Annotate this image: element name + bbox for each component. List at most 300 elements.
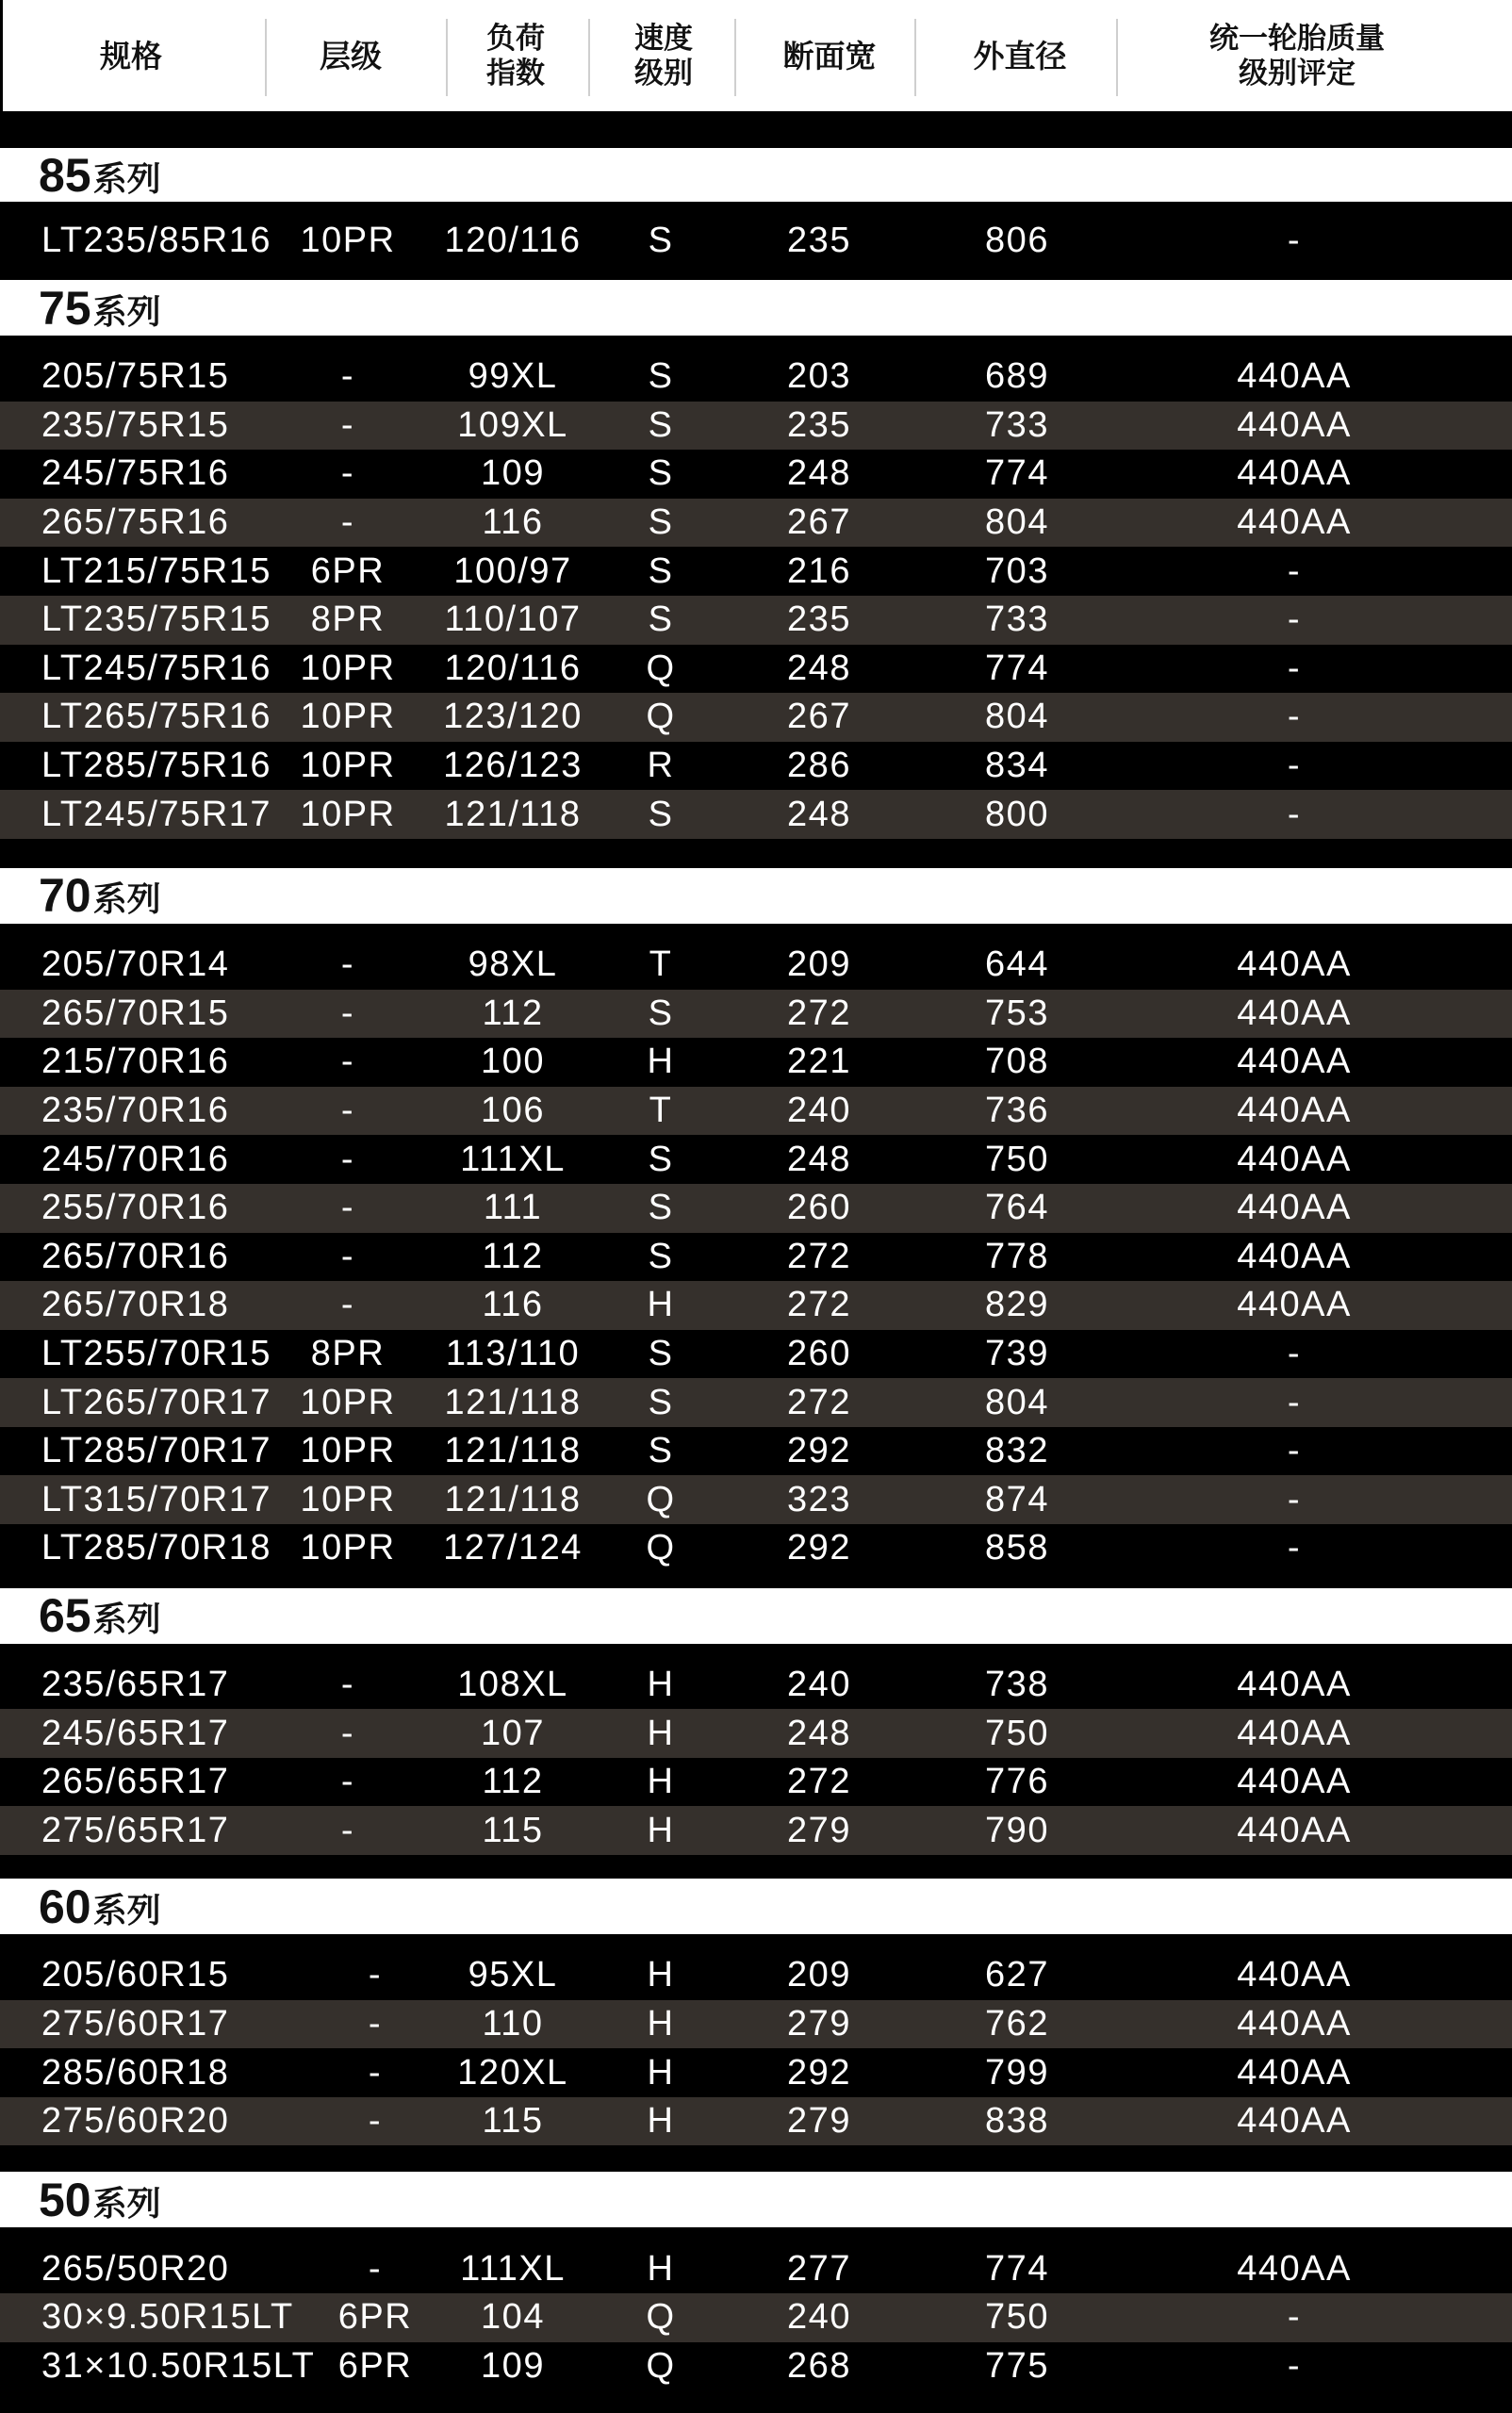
cell-load-index: 116	[482, 502, 544, 543]
cell-spec: 265/75R16	[41, 502, 230, 543]
cell-spec: 30×9.50R15LT	[41, 2297, 294, 2338]
cell-speed-rating: S	[648, 1188, 674, 1228]
cell-overall-diameter: 838	[985, 2101, 1049, 2142]
cell-utqg: -	[1287, 1479, 1302, 1519]
cell-utqg: 440AA	[1237, 356, 1352, 397]
cell-utqg: 440AA	[1237, 2052, 1352, 2093]
cell-speed-rating: T	[649, 944, 673, 985]
cell-ply: 10PR	[300, 1479, 396, 1519]
table-row	[0, 1951, 1512, 2000]
cell-load-index: 112	[482, 993, 544, 1033]
cell-utqg: 440AA	[1237, 944, 1352, 985]
cell-utqg: 440AA	[1237, 1713, 1352, 1753]
cell-speed-rating: S	[648, 1333, 674, 1373]
column-divider	[914, 19, 916, 96]
cell-load-index: 120/116	[444, 221, 582, 260]
cell-overall-diameter: 774	[985, 2248, 1049, 2289]
cell-section-width: 260	[787, 1188, 851, 1228]
cell-spec: LT255/70R15	[41, 1333, 271, 1373]
cell-spec: 265/70R18	[41, 1285, 230, 1325]
cell-spec: 205/60R15	[41, 1955, 230, 1995]
series-label	[0, 2172, 1512, 2227]
cell-spec: 275/60R17	[41, 2003, 230, 2044]
cell-section-width: 209	[787, 1955, 851, 1995]
cell-utqg: 440AA	[1237, 1139, 1352, 1179]
cell-load-index: 111	[483, 1188, 543, 1228]
table-row	[0, 547, 1512, 596]
series-label	[0, 868, 1512, 924]
cell-section-width: 248	[787, 453, 851, 494]
cell-spec: 245/65R17	[41, 1713, 230, 1753]
cell-speed-rating: H	[647, 1285, 675, 1325]
cell-section-width: 292	[787, 2052, 851, 2093]
column-divider	[446, 19, 448, 96]
cell-overall-diameter: 733	[985, 599, 1049, 640]
header-separator-bar	[0, 111, 1512, 148]
cell-section-width: 279	[787, 2003, 851, 2044]
series-suffix: 系列	[92, 2183, 161, 2223]
cell-speed-rating: S	[648, 356, 674, 397]
cell-spec: LT235/75R15	[41, 599, 271, 640]
cell-utqg: 440AA	[1237, 1664, 1352, 1704]
cell-utqg: 440AA	[1237, 1042, 1352, 1082]
cell-overall-diameter: 834	[985, 746, 1049, 786]
cell-spec: 235/70R16	[41, 1091, 230, 1131]
cell-speed-rating: S	[648, 404, 674, 445]
cell-ply: -	[340, 1042, 355, 1082]
table-row	[0, 1806, 1512, 1855]
table-header	[0, 0, 1512, 111]
table-row	[0, 1184, 1512, 1233]
cell-speed-rating: H	[647, 2003, 675, 2044]
column-header-spec: 规格	[100, 38, 162, 74]
series-number: 70	[39, 869, 91, 923]
cell-ply: -	[340, 944, 355, 985]
cell-ply: 8PR	[310, 1333, 386, 1373]
cell-overall-diameter: 764	[985, 1188, 1049, 1228]
column-header-load-index: 负荷 指数	[486, 22, 545, 90]
cell-section-width: 240	[787, 1091, 851, 1131]
series-label	[0, 148, 1512, 202]
cell-section-width: 248	[787, 794, 851, 834]
cell-section-width: 240	[787, 2297, 851, 2338]
cell-spec: 205/70R14	[41, 944, 230, 985]
cell-ply: -	[340, 1236, 355, 1276]
cell-overall-diameter: 800	[985, 794, 1049, 834]
cell-overall-diameter: 799	[985, 2052, 1049, 2093]
cell-overall-diameter: 738	[985, 1664, 1049, 1704]
table-row	[0, 353, 1512, 402]
cell-load-index: 121/118	[444, 1431, 582, 1471]
cell-speed-rating: R	[647, 746, 675, 786]
cell-utqg: -	[1287, 221, 1302, 260]
cell-ply: -	[340, 453, 355, 494]
table-row	[0, 1087, 1512, 1136]
series-section	[0, 868, 1512, 1588]
cell-section-width: 248	[787, 648, 851, 688]
table-row	[0, 596, 1512, 645]
table-row	[0, 1038, 1512, 1087]
column-divider	[265, 19, 267, 96]
cell-speed-rating: S	[648, 993, 674, 1033]
table-row	[0, 1427, 1512, 1476]
cell-load-index: 98XL	[468, 944, 558, 985]
cell-load-index: 109	[481, 2345, 545, 2386]
table-row	[0, 1524, 1512, 1573]
cell-utqg: 440AA	[1237, 1285, 1352, 1325]
cell-section-width: 209	[787, 944, 851, 985]
cell-overall-diameter: 689	[985, 356, 1049, 397]
cell-load-index: 107	[481, 1713, 545, 1753]
cell-spec: 255/70R16	[41, 1188, 230, 1228]
cell-utqg: 440AA	[1237, 993, 1352, 1033]
cell-section-width: 240	[787, 1664, 851, 1704]
column-header-section-width: 断面宽	[782, 38, 877, 74]
cell-load-index: 104	[481, 2297, 545, 2338]
cell-utqg: -	[1287, 1382, 1302, 1422]
cell-spec: 31×10.50R15LT	[41, 2345, 316, 2386]
cell-speed-rating: Q	[646, 2345, 676, 2386]
column-header-speed-rating: 速度 级别	[634, 22, 693, 90]
cell-ply: -	[340, 1762, 355, 1802]
cell-load-index: 111XL	[460, 1139, 566, 1179]
cell-utqg: 440AA	[1237, 1236, 1352, 1276]
cell-spec: 265/70R16	[41, 1236, 230, 1276]
cell-ply: 10PR	[300, 1528, 396, 1568]
cell-speed-rating: H	[647, 1042, 675, 1082]
cell-section-width: 286	[787, 746, 851, 786]
cell-spec: 275/60R20	[41, 2101, 230, 2142]
cell-load-index: 110	[482, 2003, 544, 2044]
cell-utqg: 440AA	[1237, 1762, 1352, 1802]
cell-overall-diameter: 627	[985, 1955, 1049, 1995]
cell-speed-rating: H	[647, 1713, 675, 1753]
cell-section-width: 267	[787, 502, 851, 543]
cell-ply: -	[340, 1091, 355, 1131]
cell-load-index: 106	[481, 1091, 545, 1131]
cell-speed-rating: S	[648, 502, 674, 543]
cell-overall-diameter: 750	[985, 1139, 1049, 1179]
cell-overall-diameter: 804	[985, 697, 1049, 737]
table-row	[0, 1233, 1512, 1282]
cell-ply: -	[368, 2248, 383, 2289]
cell-utqg: -	[1287, 794, 1302, 834]
cell-speed-rating: H	[647, 1810, 675, 1850]
cell-section-width: 272	[787, 1236, 851, 1276]
cell-spec: LT235/85R16	[41, 221, 271, 260]
cell-ply: -	[340, 1713, 355, 1753]
table-row	[0, 1135, 1512, 1184]
cell-load-index: 120/116	[444, 648, 582, 688]
cell-speed-rating: Q	[646, 1528, 676, 1568]
cell-speed-rating: T	[649, 1091, 673, 1131]
series-number: 60	[39, 1880, 91, 1933]
cell-load-index: 116	[482, 1285, 544, 1325]
cell-overall-diameter: 644	[985, 944, 1049, 985]
cell-load-index: 95XL	[468, 1955, 558, 1995]
cell-speed-rating: Q	[646, 2297, 676, 2338]
cell-speed-rating: H	[647, 1762, 675, 1802]
column-header-utqg: 统一轮胎质量 级别评定	[1209, 22, 1385, 90]
cell-section-width: 272	[787, 1382, 851, 1422]
cell-ply: -	[368, 1955, 383, 1995]
cell-load-index: 121/118	[444, 1479, 582, 1519]
cell-spec: 235/75R15	[41, 404, 230, 445]
cell-ply: 10PR	[300, 648, 396, 688]
cell-section-width: 235	[787, 404, 851, 445]
cell-load-index: 109	[481, 453, 545, 494]
cell-section-width: 292	[787, 1431, 851, 1471]
series-label	[0, 1879, 1512, 1934]
cell-ply: 10PR	[300, 221, 396, 260]
table-row	[0, 990, 1512, 1039]
cell-section-width: 279	[787, 1810, 851, 1850]
cell-load-index: 121/118	[444, 794, 582, 834]
cell-speed-rating: S	[648, 1431, 674, 1471]
cell-utqg: -	[1287, 1431, 1302, 1471]
cell-spec: 245/75R16	[41, 453, 230, 494]
cell-utqg: 440AA	[1237, 1091, 1352, 1131]
cell-spec: LT245/75R16	[41, 648, 271, 688]
cell-spec: LT265/75R16	[41, 697, 271, 737]
cell-spec: LT285/75R16	[41, 746, 271, 786]
cell-load-index: 108XL	[457, 1664, 568, 1704]
cell-utqg: 440AA	[1237, 404, 1352, 445]
cell-ply: -	[368, 2052, 383, 2093]
cell-section-width: 268	[787, 2345, 851, 2386]
series-rows	[0, 1934, 1512, 2172]
cell-overall-diameter: 832	[985, 1431, 1049, 1471]
cell-ply: 6PR	[337, 2297, 413, 2338]
cell-utqg: 440AA	[1237, 453, 1352, 494]
table-row	[0, 1330, 1512, 1379]
cell-overall-diameter: 708	[985, 1042, 1049, 1082]
cell-section-width: 279	[787, 2101, 851, 2142]
cell-spec: 245/70R16	[41, 1139, 230, 1179]
cell-section-width: 292	[787, 1528, 851, 1568]
cell-spec: 275/65R17	[41, 1810, 230, 1850]
cell-utqg: -	[1287, 746, 1302, 786]
cell-speed-rating: S	[648, 1236, 674, 1276]
cell-load-index: 120XL	[457, 2052, 568, 2093]
cell-utqg: -	[1287, 1333, 1302, 1373]
cell-spec: 265/50R20	[41, 2248, 230, 2289]
column-header-ply: 层级	[320, 38, 382, 74]
table-row	[0, 2244, 1512, 2293]
column-divider	[588, 19, 590, 96]
cell-speed-rating: H	[647, 1955, 675, 1995]
cell-spec: 205/75R15	[41, 356, 230, 397]
series-number: 75	[39, 281, 91, 335]
cell-section-width: 216	[787, 550, 851, 591]
cell-overall-diameter: 804	[985, 1382, 1049, 1422]
cell-overall-diameter: 874	[985, 1479, 1049, 1519]
cell-load-index: 115	[482, 1810, 544, 1850]
table-row	[0, 2342, 1512, 2391]
series-label	[0, 1588, 1512, 1644]
cell-utqg: 440AA	[1237, 502, 1352, 543]
series-list	[0, 148, 1512, 2412]
cell-speed-rating: S	[648, 599, 674, 640]
cell-load-index: 121/118	[444, 1382, 582, 1422]
cell-load-index: 112	[482, 1236, 544, 1276]
table-row	[0, 1758, 1512, 1807]
cell-overall-diameter: 739	[985, 1333, 1049, 1373]
cell-spec: 215/70R16	[41, 1042, 230, 1082]
series-number: 50	[39, 2173, 91, 2226]
cell-ply: -	[340, 1664, 355, 1704]
cell-load-index: 113/110	[445, 1333, 581, 1373]
cell-ply: -	[340, 1139, 355, 1179]
series-suffix: 系列	[92, 291, 161, 331]
cell-ply: -	[340, 1810, 355, 1850]
cell-section-width: 248	[787, 1139, 851, 1179]
cell-speed-rating: H	[647, 1664, 675, 1704]
cell-load-index: 99XL	[468, 356, 558, 397]
cell-ply: 10PR	[300, 794, 396, 834]
cell-load-index: 111XL	[460, 2248, 566, 2289]
series-rows	[0, 2227, 1512, 2412]
table-row	[0, 2000, 1512, 2049]
cell-overall-diameter: 829	[985, 1285, 1049, 1325]
cell-utqg: -	[1287, 648, 1302, 688]
cell-speed-rating: S	[648, 550, 674, 591]
cell-speed-rating: Q	[646, 697, 676, 737]
column-divider	[734, 19, 736, 96]
series-suffix: 系列	[92, 158, 161, 198]
series-rows	[0, 924, 1512, 1588]
cell-overall-diameter: 776	[985, 1762, 1049, 1802]
cell-load-index: 109XL	[457, 404, 568, 445]
cell-overall-diameter: 774	[985, 453, 1049, 494]
cell-load-index: 100/97	[453, 550, 572, 591]
cell-overall-diameter: 762	[985, 2003, 1049, 2044]
cell-utqg: 440AA	[1237, 1188, 1352, 1228]
cell-load-index: 112	[482, 1762, 544, 1802]
cell-overall-diameter: 703	[985, 550, 1049, 591]
cell-overall-diameter: 753	[985, 993, 1049, 1033]
column-header-overall-diameter: 外直径	[973, 38, 1067, 74]
cell-spec: LT315/70R17	[41, 1479, 271, 1519]
cell-overall-diameter: 733	[985, 404, 1049, 445]
cell-overall-diameter: 775	[985, 2345, 1049, 2386]
cell-section-width: 272	[787, 1285, 851, 1325]
cell-overall-diameter: 804	[985, 502, 1049, 543]
cell-speed-rating: S	[648, 453, 674, 494]
table-row	[0, 1475, 1512, 1524]
cell-utqg: -	[1287, 550, 1302, 591]
cell-section-width: 267	[787, 697, 851, 737]
series-rows	[0, 1644, 1512, 1879]
cell-spec: LT285/70R17	[41, 1431, 271, 1471]
series-number: 85	[39, 148, 91, 202]
cell-load-index: 126/123	[443, 746, 583, 786]
cell-spec: LT215/75R15	[41, 550, 271, 591]
series-label	[0, 280, 1512, 336]
table-row	[0, 499, 1512, 548]
cell-ply: -	[340, 1285, 355, 1325]
cell-section-width: 277	[787, 2248, 851, 2289]
cell-ply: 10PR	[300, 1382, 396, 1422]
series-suffix: 系列	[92, 1890, 161, 1929]
cell-section-width: 235	[787, 599, 851, 640]
cell-speed-rating: H	[647, 2101, 675, 2142]
cell-spec: 265/70R15	[41, 993, 230, 1033]
table-row	[0, 790, 1512, 839]
cell-spec: 265/65R17	[41, 1762, 230, 1802]
cell-section-width: 260	[787, 1333, 851, 1373]
cell-ply: -	[340, 502, 355, 543]
table-row	[0, 742, 1512, 791]
table-row	[0, 2097, 1512, 2146]
cell-speed-rating: S	[648, 1139, 674, 1179]
cell-speed-rating: Q	[646, 648, 676, 688]
cell-overall-diameter: 774	[985, 648, 1049, 688]
cell-utqg: -	[1287, 697, 1302, 737]
cell-load-index: 127/124	[443, 1528, 583, 1568]
cell-ply: 10PR	[300, 697, 396, 737]
cell-ply: 8PR	[310, 599, 386, 640]
cell-speed-rating: S	[648, 1382, 674, 1422]
cell-overall-diameter: 806	[985, 221, 1049, 260]
cell-speed-rating: S	[648, 794, 674, 834]
table-row	[0, 645, 1512, 694]
table-row	[0, 693, 1512, 742]
cell-section-width: 203	[787, 356, 851, 397]
cell-section-width: 248	[787, 1713, 851, 1753]
table-row	[0, 1378, 1512, 1427]
cell-speed-rating: Q	[646, 1479, 676, 1519]
cell-overall-diameter: 750	[985, 1713, 1049, 1753]
series-suffix: 系列	[92, 1600, 161, 1639]
cell-load-index: 115	[482, 2101, 544, 2142]
cell-ply: -	[368, 2101, 383, 2142]
cell-ply: 10PR	[300, 746, 396, 786]
table-row	[0, 1709, 1512, 1758]
cell-utqg: 440AA	[1237, 1955, 1352, 1995]
cell-speed-rating: H	[647, 2248, 675, 2289]
cell-speed-rating: S	[648, 221, 674, 260]
cell-section-width: 323	[787, 1479, 851, 1519]
cell-section-width: 272	[787, 1762, 851, 1802]
series-section	[0, 2172, 1512, 2412]
cell-load-index: 123/120	[443, 697, 583, 737]
cell-ply: 6PR	[337, 2345, 413, 2386]
series-suffix: 系列	[92, 879, 161, 919]
cell-overall-diameter: 736	[985, 1091, 1049, 1131]
cell-ply: -	[340, 404, 355, 445]
table-row	[0, 202, 1512, 280]
series-section	[0, 280, 1512, 868]
series-number: 65	[39, 1589, 91, 1643]
table-row	[0, 450, 1512, 499]
cell-spec: LT285/70R18	[41, 1528, 271, 1568]
cell-overall-diameter: 778	[985, 1236, 1049, 1276]
table-row	[0, 2048, 1512, 2097]
cell-ply: -	[368, 2003, 383, 2044]
cell-section-width: 235	[787, 221, 851, 260]
cell-ply: -	[340, 993, 355, 1033]
series-section	[0, 148, 1512, 280]
series-section	[0, 1879, 1512, 2172]
cell-speed-rating: H	[647, 2052, 675, 2093]
cell-spec: LT265/70R17	[41, 1382, 271, 1422]
table-row	[0, 1281, 1512, 1330]
cell-load-index: 100	[481, 1042, 545, 1082]
table-row	[0, 1661, 1512, 1710]
series-rows	[0, 202, 1512, 280]
cell-utqg: 440AA	[1237, 1810, 1352, 1850]
